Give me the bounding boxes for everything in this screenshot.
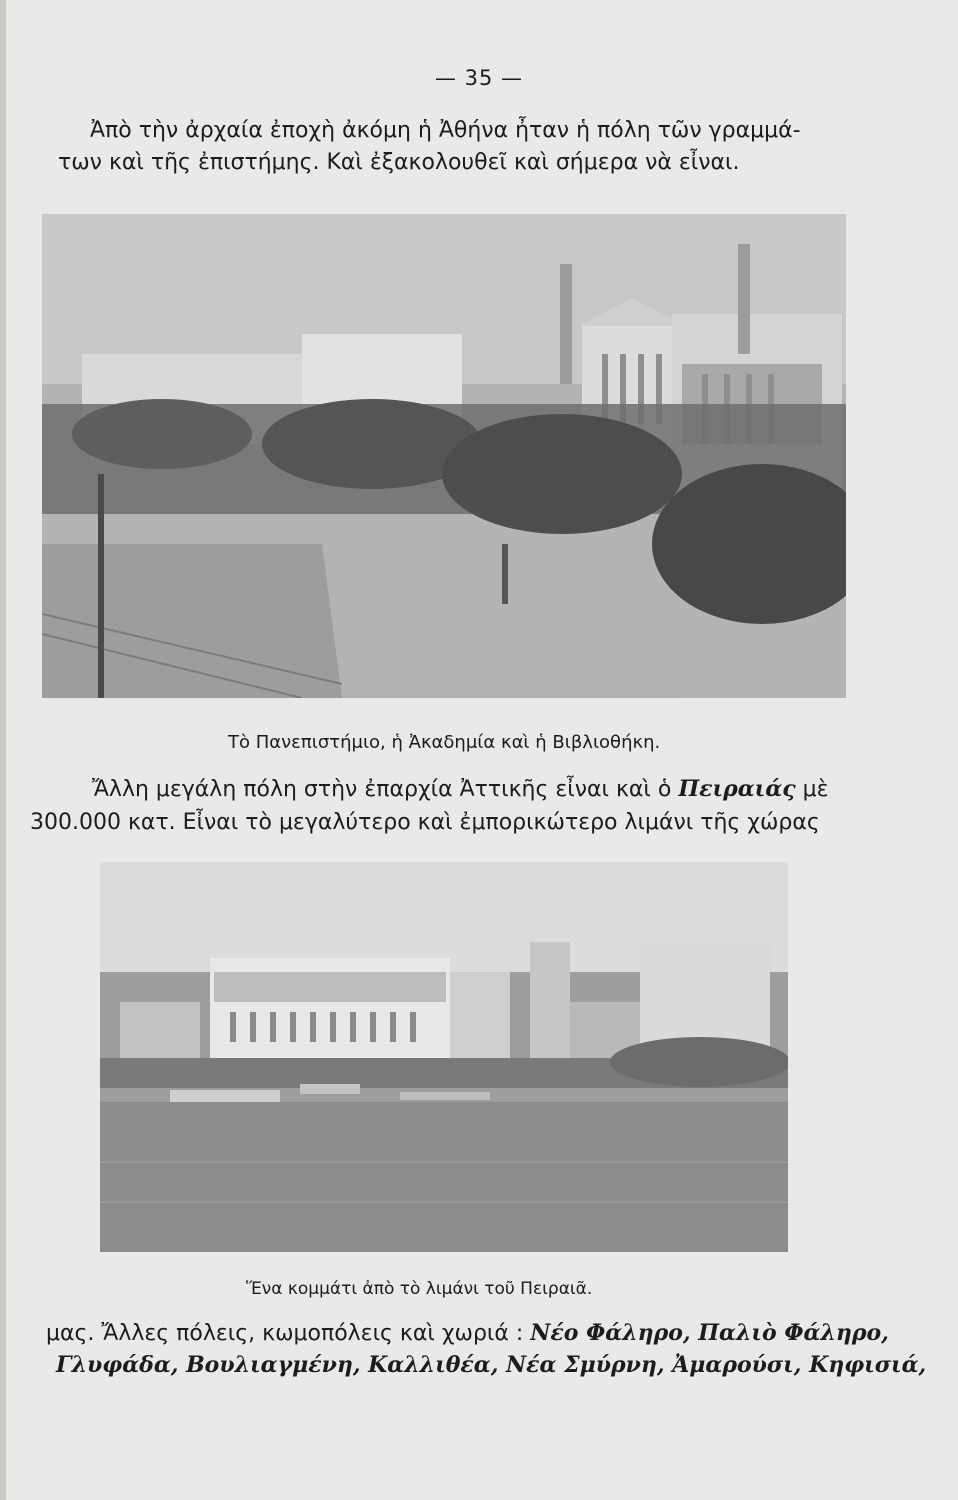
photo-athens-university-image	[42, 214, 846, 698]
photo-piraeus-port-image	[100, 862, 788, 1252]
paragraph3-line1-text: μας. Ἄλλες πόλεις, κωμοπόλεις καὶ χωριά :	[46, 1321, 531, 1346]
photo2-caption: Ἕνα κομμάτι ἀπὸ τὸ λιμάνι τοῦ Πειραιᾶ.	[246, 1279, 593, 1299]
paragraph2-line1-text: Ἄλλη μεγάλη πόλη στὴν ἐπαρχία Ἀττικῆς εἶναι καὶ ὁ	[92, 777, 679, 802]
paragraph2-line1-end: μὲ	[795, 777, 829, 802]
paragraph3-line2: Γλυφάδα, Βουλιαγμένη, Καλλιθέα, Νέα Σμύρνη, Ἀμαρούσι, Κηφισιά,	[56, 1352, 927, 1378]
paragraph1-line2: των καὶ τῆς ἐπιστήμης. Καὶ ἐξακολουθεῖ καὶ σήμερα νὰ εἶναι.	[58, 150, 740, 175]
paragraph3-line1	[46, 1320, 889, 1346]
scan-edge-left	[0, 0, 6, 1500]
paragraph2-line1	[92, 776, 829, 802]
paragraph2-piraeus: Πειραιάς	[678, 776, 796, 802]
paragraph1-line1: Ἀπὸ τὴν ἀρχαία ἐποχὴ ἀκόμη ἡ Ἀθήνα ἦταν ἡ πόλη τῶν γραμμά-	[90, 118, 801, 143]
photo1-caption: Τὸ Πανεπιστήμιο, ἡ Ἀκαδημία καὶ ἡ Βιβλιοθήκη.	[228, 732, 661, 753]
photo-athens-university	[42, 214, 846, 698]
page-number: — 35 —	[434, 66, 524, 90]
photo-piraeus-port	[100, 862, 788, 1252]
paragraph2-line2: 300.000 κατ. Εἶναι τὸ μεγαλύτερο καὶ ἐμπορικώτερο λιμάνι τῆς χώρας	[30, 810, 820, 835]
paragraph3-line1-places: Νέο Φάληρο, Παλιὸ Φάληρο,	[530, 1320, 889, 1346]
